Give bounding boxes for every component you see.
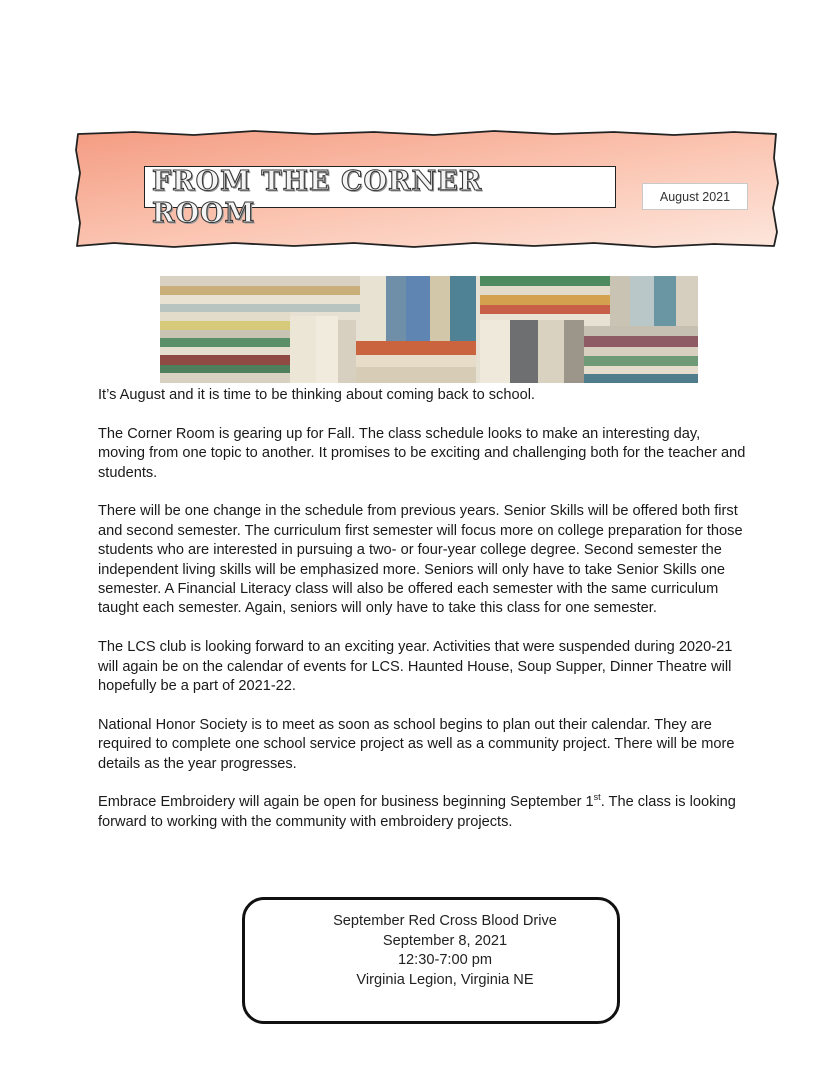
- paragraph-lcs-club: The LCS club is looking forward to an exciting year. Activities that were suspended during 2020-21 will again be on the calendar of events for LCS. Haunted House, Soup Supper, Dinner Theatre will hopefully be a part of 2021-22.: [98, 639, 733, 695]
- event-title: September Red Cross Blood Drive: [333, 913, 557, 929]
- paragraph-honor-society: National Honor Society is to meet as soon as school begins to plan out their calendar. They are required to complete one school service project as well as a community project. There will be more details as the year progresses.: [98, 716, 735, 772]
- article-body: [98, 386, 748, 852]
- books-photo: [160, 276, 698, 383]
- blood-drive-details: [330, 912, 560, 990]
- event-date: September 8, 2021: [382, 932, 508, 949]
- ordinal-suffix: st: [593, 792, 601, 803]
- paragraph-schedule-change: There will be one change in the schedule from previous years. Senior Skills will be offered both first and second semester. The curriculum first semester will focus more on college preparation for those students who are interested in pursuing a two- or four-year college degree. Second semester the independent living skills will be emphasized more. Seniors will only have to take Senior Skills one semester. A Financial Literacy class will also be offered each semester with the same curriculum taught each semester. Again, seniors will only have to take this class for one semester.: [98, 503, 743, 617]
- embroidery-text-end: . The class is looking forward to working with the community with embroidery projects.: [98, 794, 736, 830]
- paragraph-embroidery: [98, 793, 748, 832]
- embroidery-text-start: Embrace Embroidery will again be open for business beginning September 1: [98, 794, 594, 811]
- paragraph-intro: It’s August and it is time to be thinking about coming back to school.: [98, 387, 535, 403]
- paragraph-corner-room: The Corner Room is gearing up for Fall. The class schedule looks to make an interesting day, moving from one topic to another. It promises to be exciting and challenging both for the teacher and students.: [98, 425, 746, 481]
- event-location: Virginia Legion, Virginia NE: [356, 971, 534, 988]
- newsletter-title: FROM THE CORNER ROOM: [152, 166, 483, 229]
- event-time: 12:30-7:00 pm: [397, 952, 493, 969]
- issue-date: August 2021: [642, 183, 748, 210]
